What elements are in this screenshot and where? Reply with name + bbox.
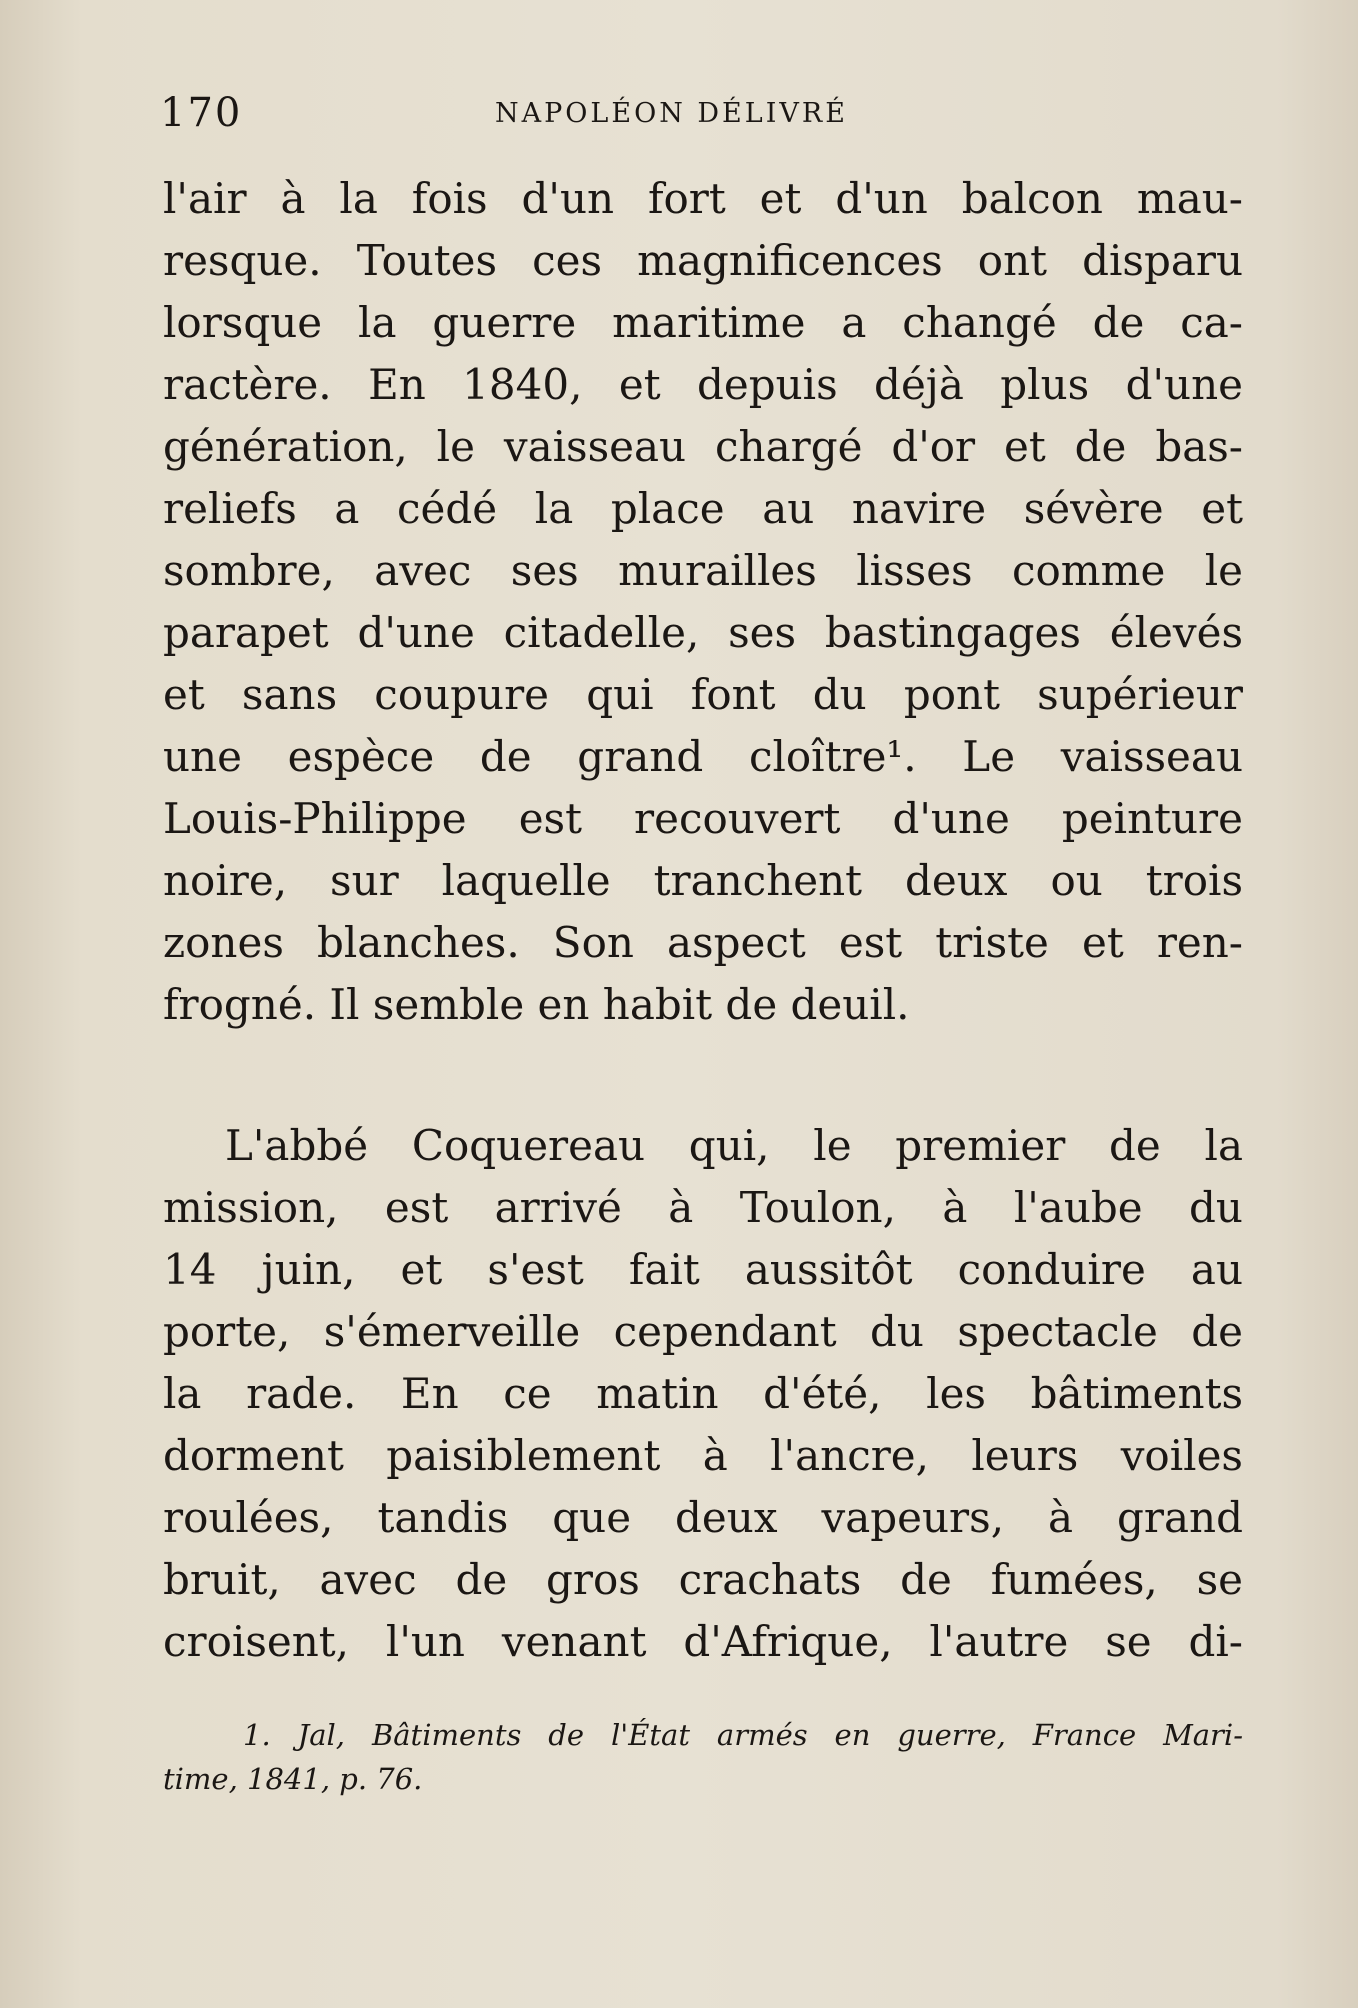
text-line: 14 juin, et s'est fait aussitôt conduire au bbox=[163, 1245, 1243, 1294]
text-line: L'abbé Coquereau qui, le premier de la bbox=[225, 1121, 1243, 1170]
text-line: sombre, avec ses murailles lisses comme le bbox=[163, 546, 1243, 595]
text-line: mission, est arrivé à Toulon, à l'aube du bbox=[163, 1183, 1243, 1232]
text-line: parapet d'une citadelle, ses bastingages élevés bbox=[163, 608, 1243, 657]
footnote bbox=[163, 1713, 1243, 1801]
text-line: une espèce de grand cloître¹. Le vaisseau bbox=[163, 732, 1243, 781]
footnote-line: 1. Jal, Bâtiments de l'État armés en guerre, France Mari- bbox=[243, 1718, 1243, 1752]
text-line: zones blanches. Son aspect est triste et ren- bbox=[163, 918, 1243, 967]
text-line: noire, sur laquelle tranchent deux ou trois bbox=[163, 856, 1243, 905]
text-line: bruit, avec de gros crachats de fumées, se bbox=[163, 1555, 1243, 1604]
text-line: ractère. En 1840, et depuis déjà plus d'une bbox=[163, 360, 1243, 409]
text-line: la rade. En ce matin d'été, les bâtiments bbox=[163, 1369, 1243, 1418]
text-line: l'air à la fois d'un fort et d'un balcon mau- bbox=[163, 174, 1243, 223]
text-line: porte, s'émerveille cependant du spectacle de bbox=[163, 1307, 1243, 1356]
text-line: Louis-Philippe est recouvert d'une peinture bbox=[163, 794, 1243, 843]
text-line: et sans coupure qui font du pont supérieur bbox=[163, 670, 1243, 719]
paragraph-2 bbox=[163, 1115, 1243, 1673]
page-header bbox=[160, 88, 1240, 138]
text-line: croisent, l'un venant d'Afrique, l'autre se di- bbox=[163, 1617, 1243, 1666]
page-number: 170 bbox=[160, 90, 243, 136]
footnote-line: time, 1841, p. 76. bbox=[163, 1762, 423, 1796]
text-line: frogné. Il semble en habit de deuil. bbox=[163, 980, 910, 1029]
paragraph-1 bbox=[163, 168, 1243, 1036]
text-line: resque. Toutes ces magnificences ont disparu bbox=[163, 236, 1243, 285]
text-line: génération, le vaisseau chargé d'or et de bas- bbox=[163, 422, 1243, 471]
text-line: lorsque la guerre maritime a changé de ca- bbox=[163, 298, 1243, 347]
running-title: NAPOLÉON DÉLIVRÉ bbox=[495, 98, 848, 129]
text-line: roulées, tandis que deux vapeurs, à grand bbox=[163, 1493, 1243, 1542]
text-line: reliefs a cédé la place au navire sévère et bbox=[163, 484, 1243, 533]
text-line: dorment paisiblement à l'ancre, leurs voiles bbox=[163, 1431, 1243, 1480]
